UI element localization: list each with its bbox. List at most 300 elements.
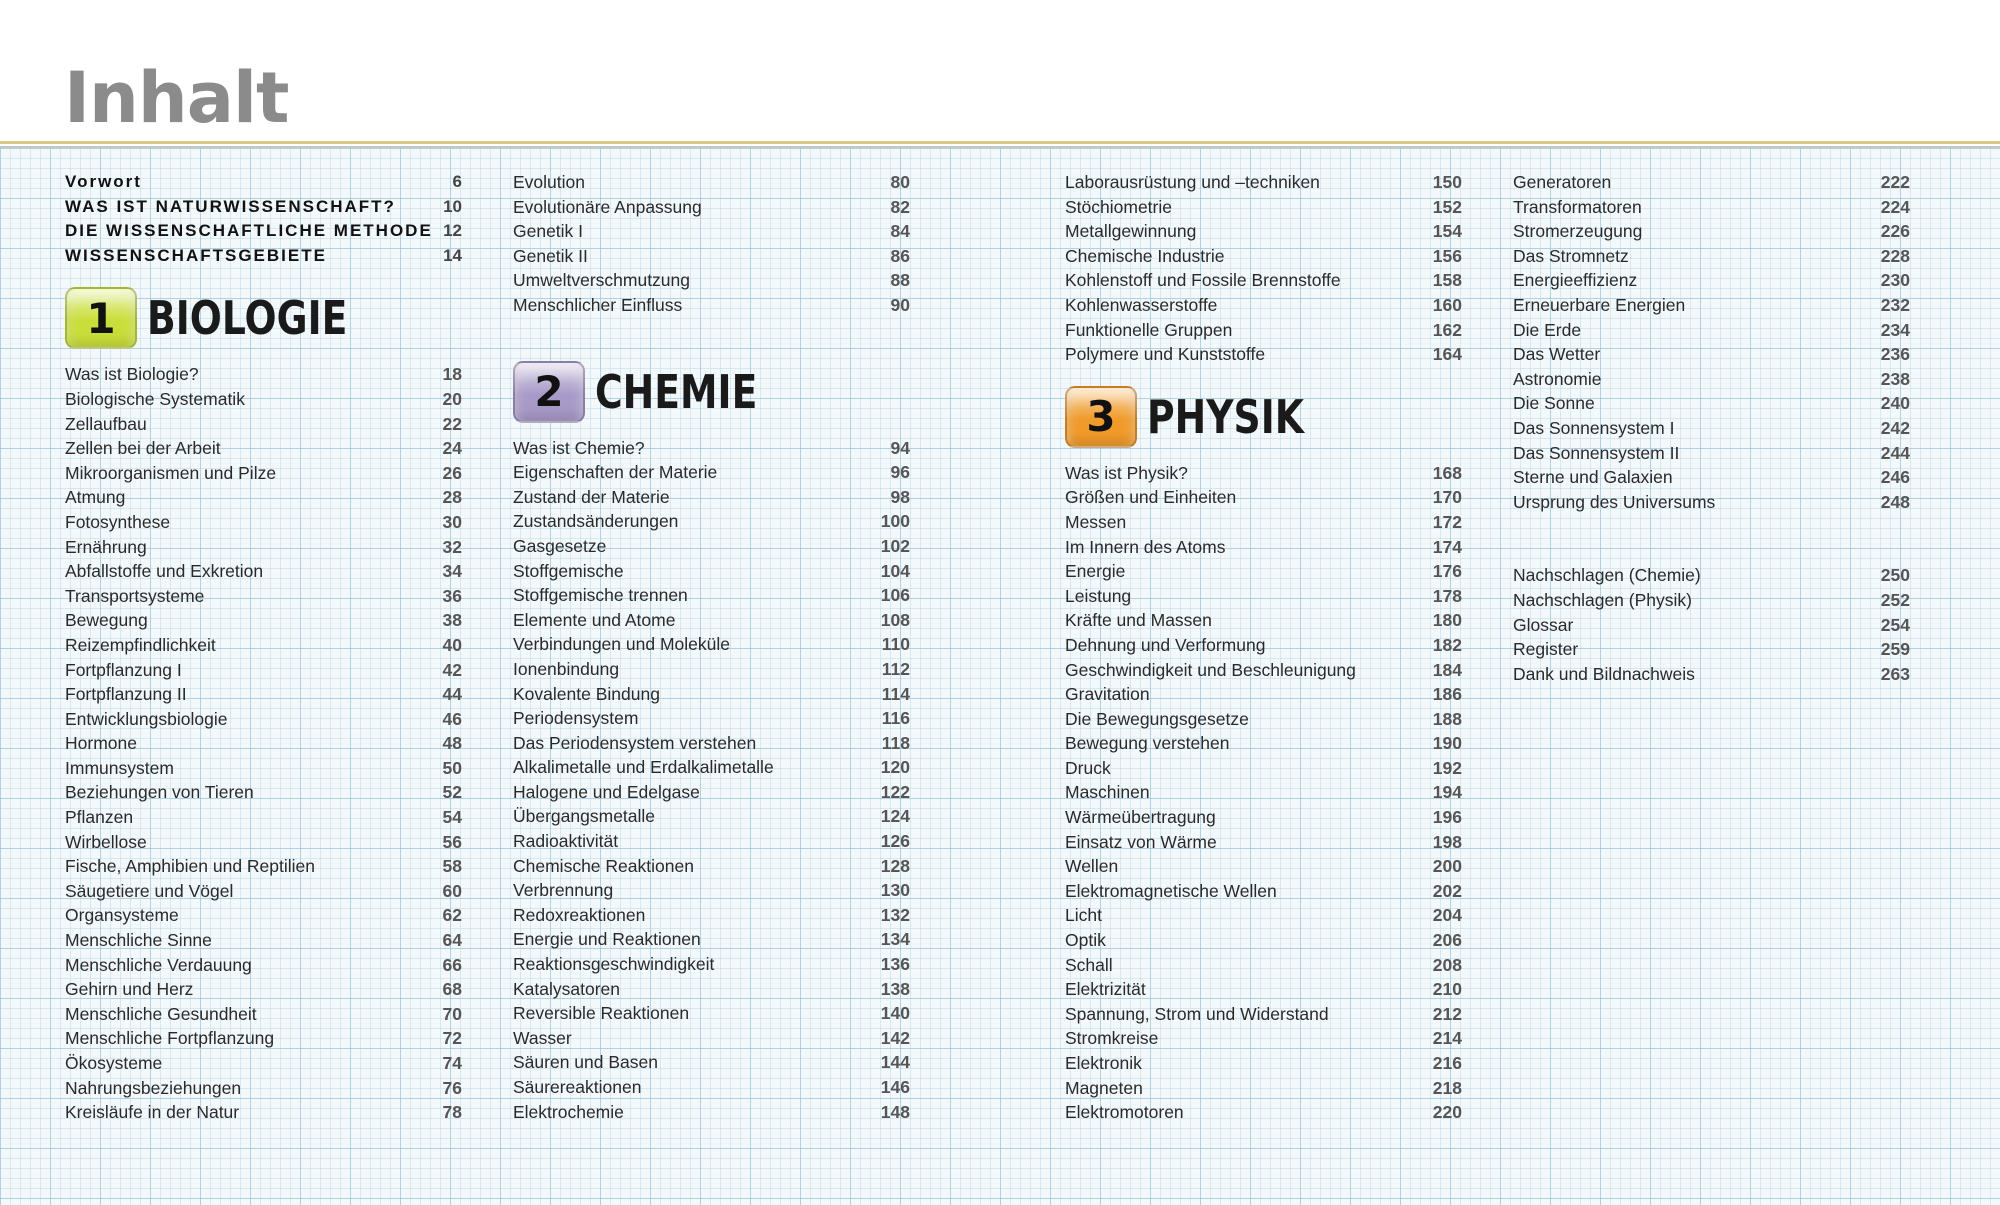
toc-entry[interactable]: [65, 780, 462, 805]
toc-entry-page-number: 164: [1432, 344, 1462, 365]
toc-entry[interactable]: [65, 977, 462, 1002]
toc-entry-page-number: 18: [442, 364, 462, 385]
toc-entry[interactable]: [513, 559, 910, 584]
toc-entry-title: Bewegung: [65, 610, 148, 631]
toc-entry[interactable]: [1065, 608, 1462, 633]
toc-entry[interactable]: [513, 195, 910, 220]
toc-entry-title: Was ist Biologie?: [65, 364, 199, 385]
toc-entry-title: Stoffgemische trennen: [513, 585, 688, 606]
toc-entry[interactable]: [513, 657, 910, 682]
section-number-badge: 1: [65, 287, 137, 349]
toc-entry-title: Größen und Einheiten: [1065, 487, 1237, 508]
toc-entry-title: Elektrochemie: [513, 1101, 624, 1122]
toc-entry[interactable]: [513, 460, 910, 485]
toc-entry[interactable]: [513, 170, 910, 195]
toc-entry[interactable]: [1065, 805, 1462, 830]
toc-entry[interactable]: [1513, 441, 1910, 466]
toc-entry-page-number: 34: [442, 561, 462, 582]
toc-entry[interactable]: [1065, 1002, 1462, 1027]
toc-entry-page-number: 150: [1432, 172, 1462, 192]
toc-entry[interactable]: [513, 878, 910, 903]
toc-entry[interactable]: [1065, 682, 1462, 707]
toc-entry[interactable]: [513, 927, 910, 952]
toc-entry[interactable]: [1065, 535, 1462, 560]
toc-entry[interactable]: [65, 953, 462, 978]
toc-entry-page-number: 112: [881, 658, 910, 679]
toc-entry[interactable]: [1065, 318, 1462, 343]
toc-entry-title: Energie und Reaktionen: [513, 929, 701, 950]
toc-entry-page-number: 46: [442, 708, 462, 729]
toc-entry-page-number: 252: [1880, 589, 1910, 610]
toc-entry[interactable]: [65, 1076, 462, 1101]
toc-entry-title: Organsysteme: [65, 905, 179, 926]
toc-entry[interactable]: [65, 633, 462, 658]
toc-entry-title: Magneten: [1065, 1077, 1143, 1098]
toc-entry-page-number: 140: [880, 1003, 910, 1024]
toc-entry-page-number: 122: [880, 781, 910, 802]
toc-entry[interactable]: [1065, 780, 1462, 805]
toc-entry[interactable]: [65, 362, 462, 387]
toc-entry-title: Säuren und Basen: [513, 1052, 658, 1073]
toc-entry[interactable]: [65, 682, 462, 707]
toc-entry[interactable]: [513, 1075, 910, 1100]
toc-entry-title: Wärmeübertragung: [1065, 807, 1216, 828]
toc-entry-page-number: 194: [1432, 782, 1462, 803]
toc-entry[interactable]: [1513, 367, 1910, 392]
toc-entry-title: Genetik II: [513, 245, 588, 266]
toc-entry-title: Die Bewegungsgesetze: [1065, 708, 1249, 729]
toc-entry[interactable]: [513, 485, 910, 510]
toc-entry[interactable]: [513, 583, 910, 608]
toc-entry-title: Polymere und Kunststoffe: [1065, 344, 1266, 365]
toc-entry[interactable]: [65, 1002, 462, 1027]
toc-entry[interactable]: [1065, 707, 1462, 732]
toc-entry-page-number: 30: [442, 511, 462, 532]
toc-entry[interactable]: [1513, 268, 1910, 293]
toc-entry-page-number: 32: [442, 536, 462, 557]
toc-entry-page-number: 206: [1432, 930, 1462, 951]
toc-entry-page-number: 170: [1432, 487, 1462, 508]
toc-entry[interactable]: [1513, 613, 1910, 638]
toc-entry-title: Sterne und Galaxien: [1513, 467, 1673, 488]
toc-entry[interactable]: [1065, 977, 1462, 1002]
toc-entry-title: Transportsysteme: [65, 585, 205, 606]
toc-entry-title: Kovalente Bindung: [513, 683, 660, 704]
toc-entry[interactable]: [513, 436, 910, 461]
toc-entry[interactable]: [1513, 244, 1910, 269]
toc-entry[interactable]: [65, 928, 462, 953]
toc-entry[interactable]: [1513, 293, 1910, 318]
toc-entry[interactable]: [1065, 903, 1462, 928]
toc-entry[interactable]: [513, 608, 910, 633]
toc-entry[interactable]: [1065, 559, 1462, 584]
toc-entry-title: Spannung, Strom und Widerstand: [1065, 1003, 1329, 1024]
toc-entry-page-number: 152: [1432, 196, 1462, 217]
toc-entry[interactable]: [65, 387, 462, 412]
toc-entry-title: Stromkreise: [1065, 1028, 1159, 1049]
toc-entry[interactable]: [513, 977, 910, 1002]
physik-entry-list: [1065, 461, 1462, 1125]
toc-entry[interactable]: [65, 830, 462, 855]
toc-entry[interactable]: [1513, 563, 1910, 588]
toc-entry[interactable]: [1065, 293, 1462, 318]
toc-entry[interactable]: [1513, 342, 1910, 367]
toc-entry-page-number: 208: [1432, 954, 1462, 975]
chemie-continued-list: [1065, 170, 1462, 367]
toc-entry[interactable]: [1065, 928, 1462, 953]
toc-entry[interactable]: [65, 1051, 462, 1076]
toc-entry-page-number: 240: [1880, 393, 1910, 414]
toc-entry-title: Die Sonne: [1513, 393, 1595, 414]
toc-entry-page-number: 128: [880, 855, 910, 876]
toc-entry-title: Verbrennung: [513, 880, 614, 901]
toc-entry-title: Ionenbindung: [513, 658, 620, 679]
toc-entry-title: Elektronik: [1065, 1053, 1142, 1073]
toc-entry-page-number: 80: [890, 172, 910, 192]
toc-entry-title: Umweltverschmutzung: [513, 270, 690, 291]
toc-entry-page-number: 56: [442, 831, 462, 852]
toc-entry-title: Radioaktivität: [513, 831, 619, 852]
page-title: Inhalt: [64, 57, 289, 139]
toc-entry[interactable]: [513, 1050, 910, 1075]
toc-entry-page-number: 84: [890, 221, 910, 242]
toc-entry[interactable]: [65, 584, 462, 609]
toc-entry[interactable]: [1513, 195, 1910, 220]
toc-entry-page-number: 136: [880, 954, 910, 975]
toc-entry-title: Register: [1513, 639, 1579, 660]
toc-entry-page-number: 156: [1432, 245, 1462, 266]
toc-entry-page-number: 248: [1880, 491, 1910, 512]
toc-entry-page-number: 254: [1880, 614, 1910, 635]
toc-entry-page-number: 176: [1432, 561, 1462, 582]
toc-entry-title: Elektrizität: [1065, 979, 1146, 1000]
toc-entry[interactable]: [65, 535, 462, 560]
toc-entry[interactable]: [65, 1100, 462, 1125]
toc-entry[interactable]: [513, 632, 910, 657]
toc-entry-title: Energieeffizienz: [1513, 270, 1638, 291]
toc-entry-page-number: 52: [442, 782, 462, 803]
toc-entry[interactable]: [513, 682, 910, 707]
toc-entry-title: Zellaufbau: [65, 413, 147, 434]
toc-entry-page-number: 132: [880, 904, 910, 925]
toc-entry[interactable]: [1065, 170, 1462, 195]
toc-entry[interactable]: [1065, 461, 1462, 486]
toc-entry-page-number: 88: [890, 270, 910, 291]
toc-entry-title: Immunsystem: [65, 757, 174, 778]
toc-entry[interactable]: [1065, 1076, 1462, 1101]
toc-entry-title: Elektromagnetische Wellen: [1065, 880, 1277, 901]
toc-entry[interactable]: [1065, 485, 1462, 510]
toc-entry-title: Menschlicher Einfluss: [513, 294, 683, 315]
toc-entry-page-number: 54: [442, 807, 462, 828]
toc-entry-title: Wasser: [513, 1027, 572, 1048]
toc-entry-title: WISSENSCHAFTSGEBIETE: [65, 245, 327, 265]
toc-entry-page-number: 58: [442, 856, 462, 877]
toc-entry[interactable]: [65, 1026, 462, 1051]
toc-entry[interactable]: [513, 903, 910, 928]
toc-entry-page-number: 106: [880, 585, 910, 606]
toc-entry[interactable]: [65, 608, 462, 633]
toc-entry-title: Das Wetter: [1513, 344, 1601, 365]
toc-entry-page-number: 10: [443, 196, 462, 216]
toc-entry[interactable]: [1065, 342, 1462, 367]
toc-entry-title: Wirbellose: [65, 831, 147, 852]
toc-entry-page-number: 74: [442, 1053, 462, 1073]
toc-entry-page-number: 100: [880, 511, 910, 532]
toc-entry-page-number: 98: [890, 486, 910, 507]
toc-entry-title: Biologische Systematik: [65, 388, 245, 409]
toc-entry-title: Verbindungen und Moleküle: [513, 634, 730, 655]
toc-entry-title: Menschliche Gesundheit: [65, 1003, 257, 1024]
toc-entry[interactable]: [65, 219, 462, 244]
toc-entry[interactable]: [513, 1026, 910, 1051]
toc-entry-title: Kreisläufe in der Natur: [65, 1102, 240, 1123]
toc-entry-page-number: 236: [1880, 344, 1910, 365]
toc-entry[interactable]: [65, 170, 462, 195]
toc-entry[interactable]: [513, 219, 910, 244]
toc-entry-page-number: 263: [1880, 663, 1910, 684]
toc-entry[interactable]: [1513, 318, 1910, 343]
toc-entry-page-number: 94: [890, 437, 910, 458]
toc-entry-title: Nachschlagen (Chemie): [1513, 565, 1701, 586]
toc-entry-page-number: 126: [880, 831, 910, 852]
toc-entry[interactable]: [1513, 416, 1910, 441]
toc-entry[interactable]: [513, 804, 910, 829]
toc-entry[interactable]: [513, 293, 910, 318]
toc-entry[interactable]: [65, 195, 462, 220]
toc-entry[interactable]: [1513, 490, 1910, 515]
toc-entry[interactable]: [1065, 244, 1462, 269]
toc-entry-page-number: 102: [880, 535, 910, 556]
toc-entry[interactable]: [513, 244, 910, 269]
toc-entry[interactable]: [1065, 219, 1462, 244]
toc-entry-title: Hormone: [65, 733, 137, 754]
toc-entry-page-number: 218: [1432, 1077, 1462, 1098]
toc-entry[interactable]: [65, 756, 462, 781]
toc-entry-title: Reizempfindlichkeit: [65, 634, 216, 655]
toc-entry[interactable]: [513, 731, 910, 756]
toc-entry[interactable]: [65, 854, 462, 879]
toc-entry[interactable]: [1513, 588, 1910, 613]
toc-entry-page-number: 24: [442, 438, 462, 459]
toc-entry-title: Katalysatoren: [513, 978, 621, 999]
toc-entry-title: Kohlenwasserstoffe: [1065, 294, 1218, 315]
toc-entry-page-number: 66: [442, 954, 462, 975]
toc-entry[interactable]: [65, 805, 462, 830]
toc-entry-title: Säurereaktionen: [513, 1077, 642, 1097]
toc-entry[interactable]: [1065, 195, 1462, 220]
toc-entry[interactable]: [513, 952, 910, 977]
toc-entry[interactable]: [1513, 637, 1910, 662]
toc-entry[interactable]: [1065, 584, 1462, 609]
toc-entry-title: Funktionelle Gruppen: [1065, 319, 1233, 340]
biologie-continued-list: [513, 170, 910, 318]
toc-entry-page-number: 134: [880, 929, 910, 950]
toc-entry[interactable]: [65, 510, 462, 535]
toc-entry-title: Das Stromnetz: [1513, 245, 1629, 266]
toc-entry-page-number: 60: [442, 880, 462, 901]
toc-entry[interactable]: [65, 412, 462, 437]
toc-entry-title: Das Sonnensystem II: [1513, 442, 1680, 463]
toc-entry-page-number: 154: [1432, 221, 1462, 242]
toc-entry-page-number: 138: [880, 978, 910, 999]
toc-entry-title: Metallgewinnung: [1065, 221, 1197, 242]
physik-continued-list: [1513, 170, 1910, 514]
toc-entry-page-number: 182: [1432, 634, 1462, 655]
toc-entry-page-number: 82: [890, 196, 910, 217]
toc-entry[interactable]: [1065, 830, 1462, 855]
toc-entry-title: Elemente und Atome: [513, 609, 676, 630]
toc-column-2: [513, 170, 910, 1124]
toc-entry[interactable]: [1065, 756, 1462, 781]
toc-entry-page-number: 168: [1432, 462, 1462, 483]
toc-entry-title: Laborausrüstung und –techniken: [1065, 172, 1320, 192]
toc-entry-title: Alkalimetalle und Erdalkalimetalle: [513, 757, 774, 778]
toc-entry[interactable]: [1065, 633, 1462, 658]
header-rule-gold: [0, 141, 2000, 144]
toc-entry-title: Ernährung: [65, 536, 147, 557]
toc-entry-title: Leistung: [1065, 585, 1132, 606]
toc-entry-page-number: 38: [442, 610, 462, 631]
toc-entry-page-number: 96: [890, 462, 910, 483]
toc-entry-page-number: 158: [1432, 270, 1462, 291]
toc-entry-page-number: 28: [442, 487, 462, 508]
section-number-badge: 3: [1065, 386, 1137, 448]
toc-entry[interactable]: [1065, 658, 1462, 683]
toc-entry[interactable]: [65, 244, 462, 269]
toc-entry-page-number: 64: [442, 930, 462, 951]
toc-entry[interactable]: [513, 755, 910, 780]
toc-entry-page-number: 216: [1432, 1053, 1462, 1073]
toc-entry[interactable]: [513, 268, 910, 293]
toc-entry-title: Generatoren: [1513, 172, 1612, 192]
toc-entry[interactable]: [65, 436, 462, 461]
toc-entry-title: Menschliche Verdauung: [65, 954, 252, 975]
toc-entry-title: Einsatz von Wärme: [1065, 831, 1217, 852]
toc-entry-title: Glossar: [1513, 614, 1574, 635]
toc-entry[interactable]: [513, 706, 910, 731]
toc-entry-title: Ursprung des Universums: [1513, 491, 1716, 512]
toc-entry-title: Ökosysteme: [65, 1053, 163, 1073]
toc-entry[interactable]: [1513, 662, 1910, 687]
toc-entry-page-number: 259: [1880, 639, 1910, 660]
toc-entry-page-number: 250: [1880, 565, 1910, 586]
toc-entry[interactable]: [1513, 219, 1910, 244]
toc-entry[interactable]: [65, 485, 462, 510]
section-header-biologie[interactable]: [65, 286, 462, 350]
toc-entry-title: Dehnung und Verformung: [1065, 634, 1266, 655]
toc-entry-page-number: 86: [890, 245, 910, 266]
toc-entry-title: Vorwort: [65, 172, 142, 191]
section-header-physik[interactable]: [1065, 385, 1462, 449]
toc-entry[interactable]: [513, 534, 910, 559]
toc-entry-page-number: 230: [1880, 270, 1910, 291]
toc-entry-page-number: 108: [880, 609, 910, 630]
toc-entry[interactable]: [1065, 953, 1462, 978]
toc-entry-title: Wellen: [1065, 856, 1119, 877]
toc-entry-title: Geschwindigkeit und Beschleunigung: [1065, 659, 1356, 680]
toc-entry-title: Chemische Industrie: [1065, 245, 1225, 266]
toc-entry-title: Zustandsänderungen: [513, 511, 679, 532]
toc-entry[interactable]: [1513, 465, 1910, 490]
toc-entry-title: Mikroorganismen und Pilze: [65, 462, 277, 483]
toc-entry-page-number: 114: [881, 683, 910, 704]
toc-entry-page-number: 174: [1432, 536, 1462, 557]
toc-entry[interactable]: [1513, 391, 1910, 416]
toc-entry[interactable]: [1065, 510, 1462, 535]
toc-entry[interactable]: [65, 559, 462, 584]
toc-entry-page-number: 130: [880, 880, 910, 901]
toc-entry-page-number: 48: [442, 733, 462, 754]
toc-entry-title: Messen: [1065, 511, 1127, 532]
toc-entry-title: Was ist Physik?: [1065, 462, 1188, 483]
toc-entry-page-number: 118: [881, 732, 910, 753]
toc-entry[interactable]: [1513, 170, 1910, 195]
toc-entry[interactable]: [65, 461, 462, 486]
section-header-chemie[interactable]: [513, 360, 910, 424]
toc-entry-title: Pflanzen: [65, 807, 134, 828]
toc-entry-title: Stoffgemische: [513, 560, 624, 581]
toc-entry-page-number: 142: [880, 1027, 910, 1048]
toc-entry-title: Kräfte und Massen: [1065, 610, 1212, 631]
toc-entry[interactable]: [513, 780, 910, 805]
toc-entry-title: Chemische Reaktionen: [513, 855, 694, 876]
toc-entry[interactable]: [65, 731, 462, 756]
toc-entry-title: Beziehungen von Tieren: [65, 782, 254, 803]
toc-entry[interactable]: [513, 829, 910, 854]
toc-entry[interactable]: [65, 707, 462, 732]
toc-entry-title: Nahrungsbeziehungen: [65, 1077, 242, 1098]
toc-entry-title: Energie: [1065, 561, 1126, 582]
toc-entry[interactable]: [65, 879, 462, 904]
toc-entry-page-number: 188: [1432, 708, 1462, 729]
toc-entry[interactable]: [513, 509, 910, 534]
toc-entry-page-number: 232: [1880, 294, 1910, 315]
toc-entry[interactable]: [1065, 879, 1462, 904]
toc-entry[interactable]: [1065, 1051, 1462, 1076]
toc-entry[interactable]: [65, 658, 462, 683]
toc-entry[interactable]: [65, 903, 462, 928]
toc-entry[interactable]: [513, 1100, 910, 1125]
toc-entry-page-number: 144: [880, 1052, 910, 1073]
toc-entry-page-number: 78: [442, 1102, 462, 1123]
toc-entry[interactable]: [1065, 1100, 1462, 1125]
toc-entry[interactable]: [1065, 1026, 1462, 1051]
toc-entry[interactable]: [1065, 731, 1462, 756]
toc-entry[interactable]: [1065, 268, 1462, 293]
toc-entry-page-number: 234: [1880, 319, 1910, 340]
toc-entry-title: Nachschlagen (Physik): [1513, 589, 1692, 610]
toc-entry-title: Im Innern des Atoms: [1065, 536, 1226, 557]
toc-entry[interactable]: [1065, 854, 1462, 879]
toc-entry-page-number: 148: [880, 1101, 910, 1122]
toc-entry-title: WAS IST NATURWISSENSCHAFT?: [65, 196, 396, 216]
toc-entry-title: Das Sonnensystem I: [1513, 417, 1675, 438]
toc-entry-title: Fische, Amphibien und Reptilien: [65, 856, 316, 877]
toc-entry[interactable]: [513, 1001, 910, 1026]
toc-entry-page-number: 120: [880, 757, 910, 778]
toc-entry[interactable]: [513, 854, 910, 879]
toc-entry-title: Gravitation: [1065, 684, 1150, 705]
toc-entry-title: Periodensystem: [513, 708, 639, 729]
toc-entry-page-number: 202: [1432, 880, 1462, 901]
toc-entry-title: Astronomie: [1513, 368, 1602, 389]
toc-entry-title: DIE WISSENSCHAFTLICHE METHODE: [65, 221, 433, 241]
toc-entry-title: Stöchiometrie: [1065, 196, 1172, 217]
toc-entry-page-number: 12: [443, 221, 462, 241]
toc-entry-page-number: 180: [1432, 610, 1462, 631]
page-header: [0, 0, 2000, 142]
